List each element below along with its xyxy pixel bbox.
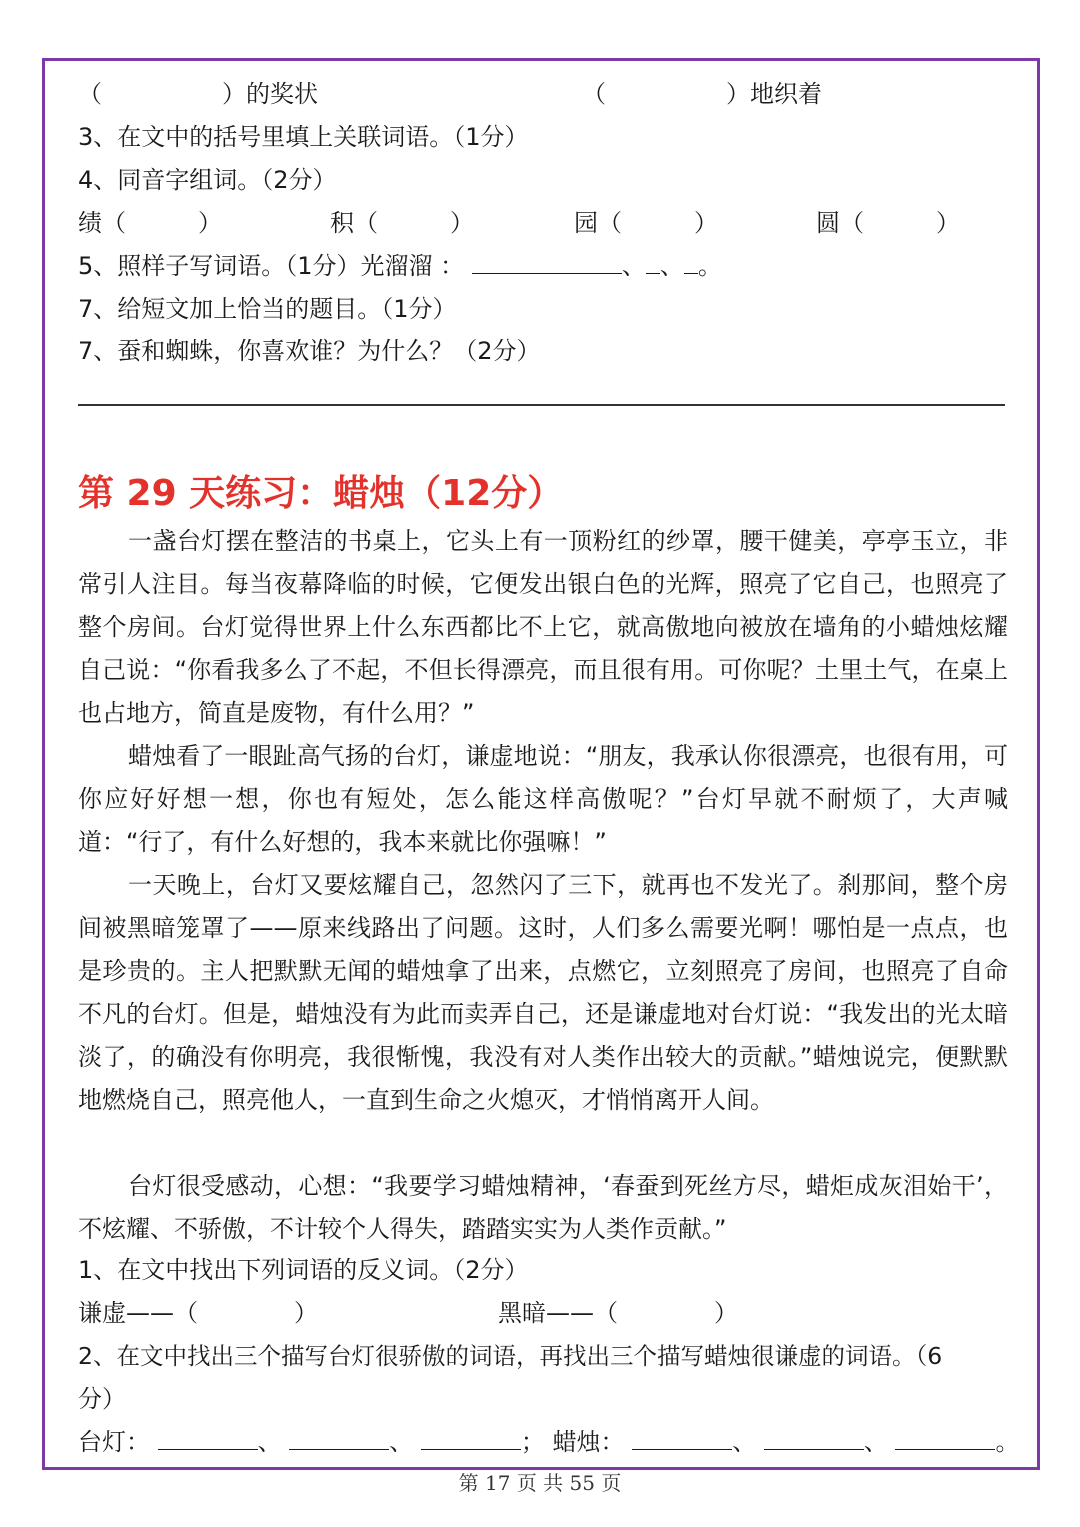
section-title: 第 29 天练习：蜡烛（12分）: [78, 473, 564, 514]
question-2-continued: 分）: [78, 1385, 126, 1413]
lamp-label: 台灯：: [78, 1428, 150, 1456]
answer-blank[interactable]: [895, 1429, 995, 1450]
answer-line[interactable]: [78, 404, 1005, 406]
answer-blank[interactable]: [632, 1429, 732, 1450]
separator: 、: [621, 252, 646, 280]
homophone-item: 园（ ）: [574, 209, 718, 237]
homophone-item: 积（ ）: [330, 209, 474, 237]
separator: 、: [732, 1428, 757, 1456]
answer-blank[interactable]: [764, 1429, 864, 1450]
prize-phrase: （ ）的奖状: [78, 80, 318, 108]
candle-label: 蜡烛：: [552, 1428, 625, 1456]
answer-blank[interactable]: [684, 253, 698, 274]
question-3: 3、在文中的括号里填上关联词语。（1分）: [78, 123, 529, 151]
answer-blank[interactable]: [158, 1429, 258, 1450]
separator: 、: [659, 252, 684, 280]
story-paragraph: 一盏台灯摆在整洁的书桌上，它头上有一顶粉红的纱罩，腰干健美，亭亭玉立，非常引人注目。每当夜幕降临的时候，它便发出银白色的光辉，照亮了它自己，也照亮了整个房间。台灯觉得世界上什么东西都比不上它，就高傲地向被放在墙角的小蜡烛炫耀自己说：“你看我多么了不起，不但长得漂亮，而且很有用。可你呢？土里土气，在桌上也占地方，简直是废物，有什么用？”: [78, 527, 1008, 727]
answer-blank[interactable]: [421, 1429, 521, 1450]
separator: ；: [520, 1428, 545, 1456]
answer-blank[interactable]: [472, 253, 622, 274]
weaving-phrase: （ ）地织着: [582, 80, 822, 108]
sentence-end: 。: [697, 252, 722, 280]
homophone-item: 绩（ ）: [78, 209, 222, 237]
separator: 、: [863, 1428, 888, 1456]
sentence-end: 。: [995, 1428, 1020, 1456]
answer-blank[interactable]: [289, 1429, 389, 1450]
question-5-text: 5、照样子写词语。（1分）光溜溜 ：: [78, 252, 465, 280]
question-7-preference: 7、蚕和蜘蛛，你喜欢谁？为什么？（2分）: [78, 337, 541, 365]
separator: 、: [389, 1428, 414, 1456]
story-paragraph: 台灯很受感动，心想：“我要学习蜡烛精神，‘春蚕到死丝方尽，蜡炬成灰泪始干’，不炫耀、不骄傲，不计较个人得失，踏踏实实为人类作贡献。”: [78, 1172, 1008, 1243]
page-number: 第 17 页 共 55 页: [458, 1471, 622, 1495]
story-paragraph: 蜡烛看了一眼趾高气扬的台灯，谦虚地说：“朋友，我承认你很漂亮，也很有用，可你应好好想一想，你也有短处，怎么能这样高傲呢？”台灯早就不耐烦了，大声喊道：“行了，有什么好想的，我本来就比你强嘛！”: [78, 742, 1008, 856]
answer-row: [78, 1428, 1019, 1456]
homophone-item: 圆（ ）: [816, 209, 960, 237]
question-4: 4、同音字组词。（2分）: [78, 166, 337, 194]
story-paragraph: 一天晚上，台灯又要炫耀自己，忽然闪了三下，就再也不发光了。刹那间，整个房间被黑暗笼罩了——原来线路出了问题。这时，人们多么需要光啊！哪怕是一点点，也是珍贵的。主人把默默无闻的蜡烛拿了出来，点燃它，立刻照亮了房间，也照亮了自命不凡的台灯。但是，蜡烛没有为此而卖弄自己，还是谦虚地对台灯说：“我发出的光太暗淡了，的确没有你明亮，我很惭愧，我没有对人类作出较大的贡献。”蜡烛说完，便默默地燃烧自己，照亮他人，一直到生命之火熄灭，才悄悄离开人间。: [78, 871, 1008, 1114]
separator: 、: [257, 1428, 282, 1456]
question-5: [78, 252, 722, 280]
question-7-title: 7、给短文加上恰当的题目。（1分）: [78, 295, 457, 323]
antonym-dark: 黑暗——（ ）: [498, 1299, 738, 1327]
answer-blank[interactable]: [646, 253, 660, 274]
antonym-humble: 谦虚——（ ）: [78, 1299, 318, 1327]
question-2: 2、在文中找出三个描写台灯很骄傲的词语，再找出三个描写蜡烛很谦虚的词语。（6: [78, 1342, 943, 1370]
question-1: 1、在文中找出下列词语的反义词。（2分）: [78, 1256, 529, 1284]
